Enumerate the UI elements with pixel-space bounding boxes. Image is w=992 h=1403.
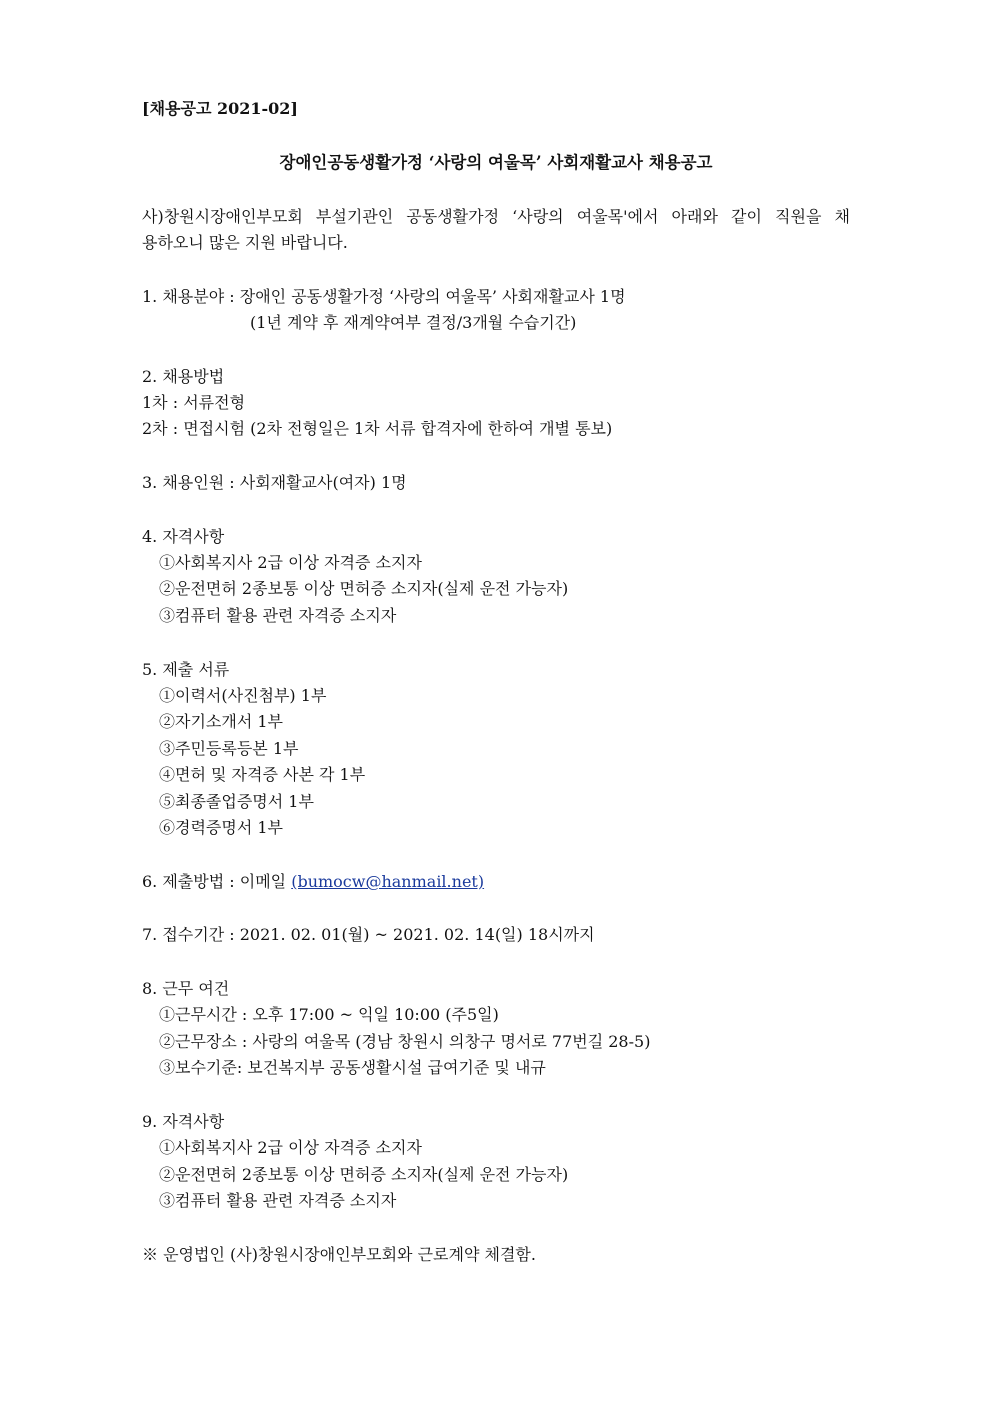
section-8-item: ②근무장소 : 사랑의 여울목 (경남 창원시 의창구 명서로 77번길 28-5) <box>159 1032 651 1051</box>
section-5-item: ④면허 및 자격증 사본 각 1부 <box>159 765 366 784</box>
section-5-item: ⑥경력증명서 1부 <box>159 818 284 837</box>
section-2-step-2: 2차 : 면접시험 (2차 전형일은 1차 서류 합격자에 한하여 개별 통보) <box>142 419 613 438</box>
section-4-heading: 4. 자격사항 <box>142 527 225 546</box>
section-2-step-1: 1차 : 서류전형 <box>142 393 246 412</box>
section-5-heading: 5. 제출 서류 <box>142 660 230 679</box>
section-5-item: ②자기소개서 1부 <box>159 712 284 731</box>
intro-line-1: 사)창원시장애인부모회 부설기관인 공동생활가정 ‘사랑의 여울목'에서 아래와 같이 직원을 채 <box>142 207 850 226</box>
email-link[interactable]: (bumocw@hanmail.net) <box>291 872 485 891</box>
section-9-heading: 9. 자격사항 <box>142 1112 225 1131</box>
section-4-item: ①사회복지사 2급 이상 자격증 소지자 <box>159 553 422 572</box>
section-6-label: 6. 제출방법 : 이메일 <box>142 872 292 891</box>
contract-note: ※ 운영법인 (사)창원시장애인부모회와 근로계약 체결함. <box>142 1245 536 1264</box>
section-4-item: ②운전면허 2종보통 이상 면허증 소지자(실제 운전 가능자) <box>159 579 569 598</box>
section-4-item: ③컴퓨터 활용 관련 자격증 소지자 <box>159 606 397 625</box>
page-title: 장애인공동생활가정 ‘사랑의 여울목’ 사회재활교사 채용공고 <box>279 153 713 172</box>
section-2-heading: 2. 채용방법 <box>142 367 225 386</box>
section-9-item: ①사회복지사 2급 이상 자격증 소지자 <box>159 1138 422 1157</box>
section-8-heading: 8. 근무 여건 <box>142 979 230 998</box>
intro-line-2: 용하오니 많은 지원 바랍니다. <box>142 233 348 252</box>
section-8-item: ③보수기준: 보건복지부 공동생활시설 급여기준 및 내규 <box>159 1058 546 1077</box>
section-5-item: ③주민등록등본 1부 <box>159 739 299 758</box>
section-3-headcount: 3. 채용인원 : 사회재활교사(여자) 1명 <box>142 473 407 492</box>
section-5-item: ⑤최종졸업증명서 1부 <box>159 792 314 811</box>
section-9-item: ②운전면허 2종보통 이상 면허증 소지자(실제 운전 가능자) <box>159 1165 569 1184</box>
section-1-field: 1. 채용분야 : 장애인 공동생활가정 ‘사랑의 여울목’ 사회재활교사 1명 <box>142 287 626 306</box>
notice-number: [채용공고 2021-02] <box>142 99 298 118</box>
section-5-item: ①이력서(사진첨부) 1부 <box>159 686 327 705</box>
section-6-submission <box>142 869 484 895</box>
section-8-item: ①근무시간 : 오후 17:00 ~ 익일 10:00 (주5일) <box>159 1005 499 1024</box>
section-1-contract-note: (1년 계약 후 재계약여부 결정/3개월 수습기간) <box>250 313 577 332</box>
section-9-item: ③컴퓨터 활용 관련 자격증 소지자 <box>159 1191 397 1210</box>
section-7-period: 7. 접수기간 : 2021. 02. 01(월) ~ 2021. 02. 14(일) 18시까지 <box>142 925 595 944</box>
